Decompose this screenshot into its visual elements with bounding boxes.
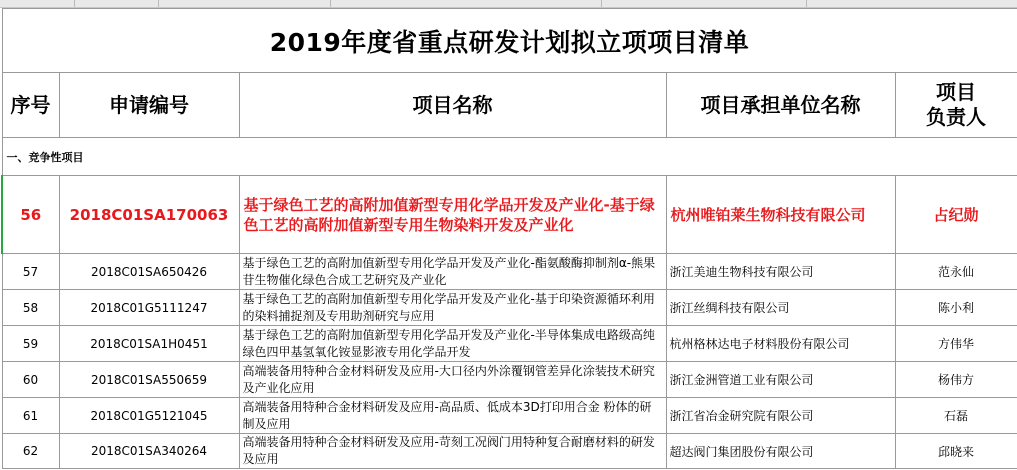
cell-seq[interactable]: 62 xyxy=(2,434,59,469)
header-leader-line1: 项目 xyxy=(936,80,976,104)
column-divider xyxy=(74,0,75,7)
header-unit[interactable]: 项目承担单位名称 xyxy=(666,73,895,138)
cell-code[interactable]: 2018C01G5121045 xyxy=(59,398,239,434)
cell-unit[interactable]: 浙江金洲管道工业有限公司 xyxy=(666,362,895,398)
cell-project[interactable]: 高端装备用特种合金材料研发及应用-大口径内外涂覆钢管差异化涂装技术研究及产业化应用 xyxy=(239,362,666,398)
cell-code[interactable]: 2018C01SA550659 xyxy=(59,362,239,398)
table-row-highlighted xyxy=(2,176,1017,254)
cell-code[interactable]: 2018C01SA340264 xyxy=(59,434,239,469)
cell-unit[interactable]: 浙江省冶金研究院有限公司 xyxy=(666,398,895,434)
cell-leader[interactable]: 陈小利 xyxy=(895,290,1017,326)
cell-unit[interactable]: 杭州唯铂莱生物科技有限公司 xyxy=(666,176,895,254)
cell-code[interactable]: 2018C01SA650426 xyxy=(59,254,239,290)
title-row xyxy=(2,9,1017,73)
sheet-title[interactable]: 2019年度省重点研发计划拟立项项目清单 xyxy=(2,9,1017,73)
cell-seq[interactable]: 58 xyxy=(2,290,59,326)
header-row xyxy=(2,73,1017,138)
cell-project[interactable]: 基于绿色工艺的高附加值新型专用化学品开发及产业化-基于印染资源循环利用的染料捕捉剂及专用助剂研究与应用 xyxy=(239,290,666,326)
table-row xyxy=(2,362,1017,398)
cell-leader[interactable]: 石磊 xyxy=(895,398,1017,434)
cell-unit[interactable]: 浙江丝绸科技有限公司 xyxy=(666,290,895,326)
column-divider xyxy=(330,0,331,7)
cell-seq[interactable]: 60 xyxy=(2,362,59,398)
header-leader-line2: 负责人 xyxy=(926,105,986,129)
header-code[interactable]: 申请编号 xyxy=(59,73,239,138)
cell-project[interactable]: 基于绿色工艺的高附加值新型专用化学品开发及产业化-半导体集成电路级高纯绿色四甲基氢氧化铵显影液专用化学品开发 xyxy=(239,326,666,362)
cell-code[interactable]: 2018C01SA170063 xyxy=(59,176,239,254)
cell-unit[interactable]: 浙江美迪生物科技有限公司 xyxy=(666,254,895,290)
table-row xyxy=(2,290,1017,326)
cell-code[interactable]: 2018C01G5111247 xyxy=(59,290,239,326)
cell-project[interactable]: 高端装备用特种合金材料研发及应用-苛刻工况阀门用特种复合耐磨材料的研发及应用 xyxy=(239,434,666,469)
section-label[interactable]: 一、竞争性项目 xyxy=(2,138,1017,176)
cell-code[interactable]: 2018C01SA1H0451 xyxy=(59,326,239,362)
cell-unit[interactable]: 杭州格林达电子材料股份有限公司 xyxy=(666,326,895,362)
cell-project[interactable]: 基于绿色工艺的高附加值新型专用化学品开发及产业化-酯氨酸酶抑制剂α-熊果苷生物催化绿色合成工艺研究及产业化 xyxy=(239,254,666,290)
cell-leader[interactable]: 杨伟方 xyxy=(895,362,1017,398)
table-row xyxy=(2,326,1017,362)
cell-leader[interactable]: 方伟华 xyxy=(895,326,1017,362)
column-divider xyxy=(601,0,602,7)
column-header-strip[interactable] xyxy=(0,0,1017,8)
column-divider xyxy=(806,0,807,7)
cell-leader[interactable]: 邱晓来 xyxy=(895,434,1017,469)
column-divider xyxy=(158,0,159,7)
cell-project[interactable]: 高端装备用特种合金材料研发及应用-高品质、低成本3D打印用合金 粉体的研制及应用 xyxy=(239,398,666,434)
table-row xyxy=(2,434,1017,469)
table-row xyxy=(2,254,1017,290)
section-row xyxy=(2,138,1017,176)
header-leader[interactable] xyxy=(895,73,1017,138)
cell-leader[interactable]: 占纪勋 xyxy=(895,176,1017,254)
cell-leader[interactable]: 范永仙 xyxy=(895,254,1017,290)
header-project[interactable]: 项目名称 xyxy=(239,73,666,138)
cell-seq[interactable]: 56 xyxy=(2,176,59,254)
header-seq[interactable]: 序号 xyxy=(2,73,59,138)
cell-seq[interactable]: 61 xyxy=(2,398,59,434)
cell-project[interactable]: 基于绿色工艺的高附加值新型专用化学品开发及产业化-基于绿色工艺的高附加值新型专用生物染料开发及产业化 xyxy=(239,176,666,254)
table-row xyxy=(2,398,1017,434)
cell-unit[interactable]: 超达阀门集团股份有限公司 xyxy=(666,434,895,469)
cell-seq[interactable]: 57 xyxy=(2,254,59,290)
project-list-table xyxy=(1,8,1017,469)
cell-seq[interactable]: 59 xyxy=(2,326,59,362)
